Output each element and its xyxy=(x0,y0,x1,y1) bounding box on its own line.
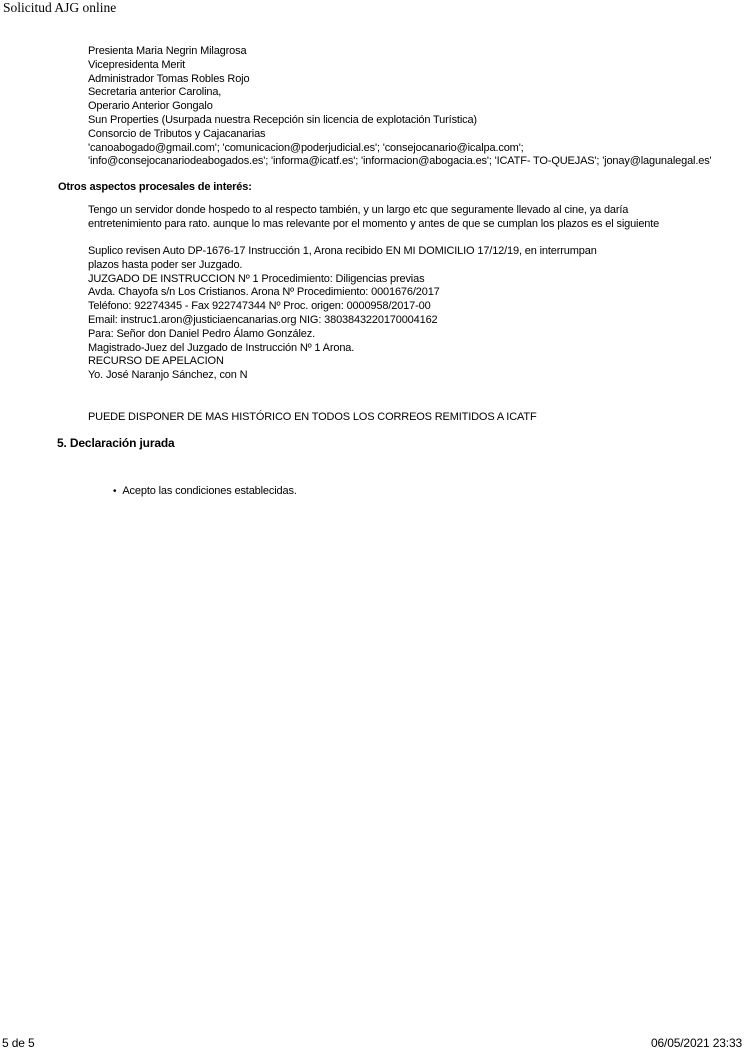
text-line: Teléfono: 92274345 - Fax 922747344 Nº Proc. origen: 0000958/2017-00 xyxy=(88,300,431,313)
paragraph-servidor xyxy=(88,204,659,232)
text-line: Tengo un servidor donde hospedo to al respecto también, y un largo etc que seguramente llevado al cine, ya daría xyxy=(88,204,629,216)
bullet-item xyxy=(113,485,297,499)
text-line: 'info@consejocanariodeabogados.es'; 'informa@icatf.es'; 'informacion@abogacia.es'; 'ICATF- TO-QUEJAS'; 'jonay@lagunalegal.es' xyxy=(88,155,712,168)
text-line: Avda. Chayofa s/n Los Cristianos. Arona Nº Procedimiento: 0001676/2017 xyxy=(88,286,440,299)
intro-lines xyxy=(88,45,712,169)
page-number: 5 de 5 xyxy=(2,1036,35,1050)
bullet-text: Acepto las condiciones establecidas. xyxy=(122,485,297,497)
note-historico-line: PUEDE DISPONER DE MAS HISTÓRICO EN TODOS LOS CORREOS REMITIDOS A ICATF xyxy=(88,411,537,423)
section-heading-declaracion-jurada: 5. Declaración jurada xyxy=(57,436,175,450)
text-line: 'canoabogado@gmail.com'; 'comunicacion@poderjudicial.es'; 'consejocanario@icalpa.com'; xyxy=(88,141,524,154)
text-line: Consorcio de Tributos y Cajacanarias xyxy=(88,127,266,140)
text-line: JUZGADO DE INSTRUCCION Nº 1 Procedimiento: Diligencias previas xyxy=(88,272,425,285)
text-line: Magistrado-Juez del Juzgado de Instrucción Nº 1 Arona. xyxy=(88,341,355,354)
text-line: Suplico revisen Auto DP-1676-17 Instrucción 1, Arona recibido EN MI DOMICILIO 17/12/19, en interrumpan xyxy=(88,245,597,257)
text-line: entretenimiento para rato. aunque lo mas relevante por el momento y antes de que se cumplan los plazos es el siguiente xyxy=(88,217,660,230)
text-line: plazos hasta poder ser Juzgado. xyxy=(88,258,243,271)
section-heading-otros-aspectos: Otros aspectos procesales de interés: xyxy=(58,181,252,193)
text-line: Operario Anterior Gongalo xyxy=(88,100,213,113)
text-line: Vicepresidenta Merit xyxy=(88,58,186,71)
text-line: Presienta Maria Negrin Milagrosa xyxy=(88,45,247,57)
text-line: Para: Señor don Daniel Pedro Álamo González. xyxy=(88,327,315,340)
text-line: RECURSO DE APELACION xyxy=(88,355,224,368)
text-line: Administrador Tomas Robles Rojo xyxy=(88,72,250,85)
bullet-icon: • xyxy=(113,486,117,497)
footer-timestamp: 06/05/2021 23:33 xyxy=(650,1036,742,1050)
document-title: Solicitud AJG online xyxy=(3,0,117,15)
text-line: Email: instruc1.aron@justiciaencanarias.org NIG: 3803843220170004162 xyxy=(88,313,438,326)
paragraph-suplico-juzgado xyxy=(88,245,597,383)
text-line: Yo. José Naranjo Sánchez, con N xyxy=(88,369,248,382)
text-line: Sun Properties (Usurpada nuestra Recepción sin licencia de explotación Turística) xyxy=(88,113,477,126)
text-line: Secretaria anterior Carolina, xyxy=(88,86,222,99)
